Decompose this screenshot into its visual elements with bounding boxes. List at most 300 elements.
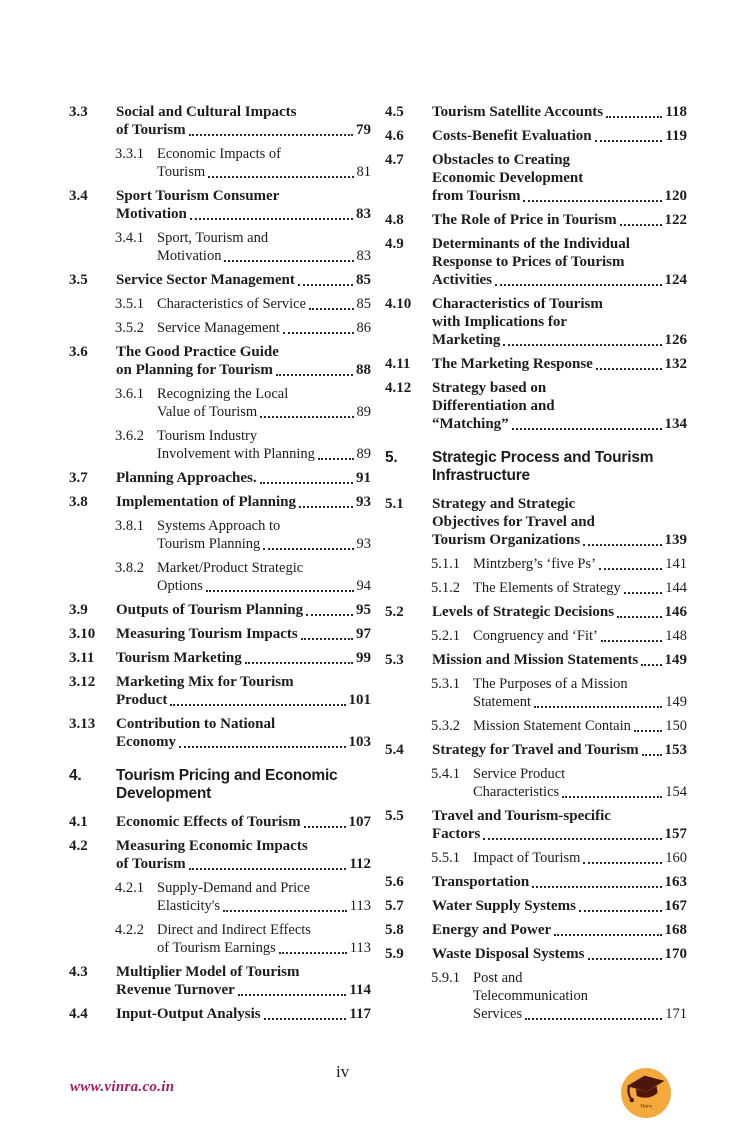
entry-title-line	[473, 555, 687, 573]
entry-title-line	[157, 939, 371, 957]
toc-entry	[385, 873, 687, 891]
dot-leader	[264, 1018, 347, 1020]
entry-title-text: Service Product	[473, 766, 566, 782]
entry-page-number: 132	[664, 356, 687, 372]
entry-title-text: Systems Approach to	[157, 518, 281, 534]
entry-title	[157, 385, 371, 421]
entry-title	[157, 295, 371, 313]
toc-entry	[385, 355, 687, 373]
entry-title-line	[432, 169, 687, 187]
entry-title	[432, 103, 687, 121]
entry-title	[157, 879, 371, 915]
entry-title-line	[157, 559, 371, 577]
entry-page-number: 113	[349, 940, 371, 956]
entry-title-line	[432, 495, 687, 513]
entry-page-number: 167	[664, 898, 687, 914]
entry-title-text: Direct and Indirect Effects	[157, 922, 311, 938]
dot-leader	[208, 176, 353, 178]
entry-title-text: Economy	[116, 734, 176, 750]
dot-leader	[525, 1018, 662, 1020]
entry-page-number: 170	[664, 946, 687, 962]
entry-title-text: Obstacles to Creating	[432, 152, 571, 168]
entry-title	[157, 517, 371, 553]
entry-title-text: Characteristics of Tourism	[432, 296, 603, 312]
entry-title-text: Tourism Organizations	[432, 532, 581, 548]
entry-title-line	[432, 741, 687, 759]
toc-entry	[69, 1005, 371, 1023]
entry-title	[432, 355, 687, 373]
entry-title-line	[432, 253, 687, 271]
dot-leader	[306, 614, 353, 616]
entry-title-line	[116, 981, 371, 999]
entry-title-text: with Implications for	[432, 314, 567, 330]
toc-entry	[385, 379, 687, 433]
dot-leader	[554, 934, 661, 936]
entry-title-line	[157, 517, 371, 535]
toc-entry	[69, 271, 371, 289]
dot-leader	[318, 458, 354, 460]
entry-title-line	[432, 151, 687, 169]
entry-title	[116, 187, 371, 223]
website-text: www.vinra.co.in	[70, 1079, 175, 1095]
entry-title-line	[116, 837, 371, 855]
entry-title	[432, 741, 687, 759]
entry-title-text: Tourism Satellite Accounts	[432, 104, 604, 120]
entry-title-line	[473, 765, 687, 783]
entry-title-line	[432, 187, 687, 205]
entry-page-number: 120	[664, 188, 687, 204]
entry-title-text: Multiplier Model of Tourism	[116, 964, 300, 980]
toc-entry	[69, 229, 371, 265]
toc-entry	[69, 145, 371, 181]
entry-title	[432, 603, 687, 621]
entry-page-number: 163	[664, 874, 687, 890]
entry-number: 3.5.1	[115, 296, 144, 312]
entry-page-number: 85	[356, 296, 371, 312]
entry-page-number: 126	[664, 332, 687, 348]
publisher-logo	[620, 1067, 672, 1119]
dot-leader	[641, 664, 661, 666]
entry-title-line	[157, 577, 371, 595]
dot-leader	[206, 590, 354, 592]
entry-title-line	[116, 715, 371, 733]
dot-leader	[301, 638, 353, 640]
entry-title	[116, 469, 371, 487]
dot-leader	[189, 134, 353, 136]
toc-entry	[385, 295, 687, 349]
entry-page-number: 141	[665, 556, 687, 572]
toc-entry	[69, 295, 371, 313]
entry-number: 3.8.2	[115, 560, 144, 576]
entry-title-line	[432, 531, 687, 549]
entry-page-number: 95	[356, 602, 371, 618]
entry-title-line	[473, 627, 687, 645]
entry-page-number: 93	[356, 494, 371, 510]
entry-number: 5.4	[385, 742, 404, 758]
entry-title-text: Strategic Process and Tourism	[432, 449, 654, 466]
entry-number: 4.8	[385, 212, 404, 228]
entry-title-line	[116, 963, 371, 981]
toc-entry	[69, 837, 371, 873]
entry-title-text: The Role of Price in Tourism	[432, 212, 617, 228]
entry-title	[116, 493, 371, 511]
entry-title-text: Service Management	[157, 320, 280, 336]
entry-number: 3.7	[69, 470, 88, 486]
entry-title	[116, 649, 371, 667]
dot-leader	[279, 952, 347, 954]
entry-title-text: Characteristics	[473, 784, 560, 800]
entry-title	[432, 897, 687, 915]
entry-number: 5.5	[385, 808, 404, 824]
entry-title-line	[116, 121, 371, 139]
entry-page-number: 85	[356, 272, 371, 288]
entry-number: 3.5	[69, 272, 88, 288]
entry-title-line	[432, 379, 687, 397]
entry-title-line	[157, 427, 371, 445]
entry-title-text: Telecommunication	[473, 988, 588, 1004]
svg-text:Vinra: Vinra	[639, 1103, 653, 1110]
entry-title-text: The Marketing Response	[432, 356, 593, 372]
entry-title-text: Involvement with Planning	[157, 446, 315, 462]
entry-number: 4.5	[385, 104, 404, 120]
toc-entry	[69, 649, 371, 667]
entry-number: 5.1.1	[431, 556, 460, 572]
entry-page-number: 81	[356, 164, 371, 180]
toc-entry	[385, 627, 687, 645]
entry-title-text: Options	[157, 578, 203, 594]
dot-leader	[483, 838, 661, 840]
entry-page-number: 148	[665, 628, 687, 644]
entry-number: 3.8	[69, 494, 88, 510]
entry-title-line	[432, 295, 687, 313]
entry-title-line	[157, 921, 371, 939]
entry-title	[432, 295, 687, 349]
entry-title-text: Differentiation and	[432, 398, 555, 414]
toc-entry	[69, 103, 371, 139]
toc-entry	[385, 765, 687, 801]
toc-entry	[69, 673, 371, 709]
entry-title-line	[432, 825, 687, 843]
entry-title	[473, 765, 687, 801]
entry-page-number: 99	[356, 650, 371, 666]
entry-title	[157, 559, 371, 595]
toc-entry	[69, 879, 371, 915]
entry-page-number: 124	[664, 272, 687, 288]
entry-page-number: 114	[349, 982, 371, 998]
dot-leader	[283, 332, 354, 334]
entry-title-text: on Planning for Tourism	[116, 362, 273, 378]
entry-page-number: 154	[665, 784, 687, 800]
entry-title-text: Characteristics of Service	[157, 296, 306, 312]
dot-leader	[579, 910, 662, 912]
entry-title	[432, 127, 687, 145]
entry-number: 4.12	[385, 380, 412, 396]
entry-title-line	[432, 449, 687, 467]
entry-title-line	[432, 211, 687, 229]
entry-title-text: Value of Tourism	[157, 404, 258, 420]
entry-title-text: Market/Product Strategic	[157, 560, 304, 576]
dot-leader	[588, 958, 662, 960]
dot-leader	[642, 754, 662, 756]
entry-title-text: of Tourism	[116, 122, 186, 138]
entry-title-line	[432, 235, 687, 253]
entry-page-number: 157	[664, 826, 687, 842]
entry-title-text: Mintzberg’s ‘five Ps’	[473, 556, 596, 572]
entry-title	[473, 717, 687, 735]
entry-page-number: 149	[664, 652, 687, 668]
dot-leader	[523, 200, 661, 202]
entry-title	[432, 921, 687, 939]
entry-number: 5.2	[385, 604, 404, 620]
entry-number: 5.9.1	[431, 970, 460, 986]
entry-title	[116, 1005, 371, 1023]
toc-entry	[385, 717, 687, 735]
entry-page-number: 112	[349, 856, 371, 872]
entry-title-line	[432, 313, 687, 331]
entry-title	[432, 945, 687, 963]
entry-title-line	[116, 205, 371, 223]
entry-title-line	[157, 403, 371, 421]
entry-title-text: Supply-Demand and Price	[157, 880, 311, 896]
entry-title-line	[473, 717, 687, 735]
entry-title-text: Marketing Mix for Tourism	[116, 674, 294, 690]
entry-number: 3.13	[69, 716, 96, 732]
entry-title	[116, 625, 371, 643]
entry-title-line	[432, 103, 687, 121]
entry-title	[116, 837, 371, 873]
dot-leader	[260, 482, 353, 484]
toc-entry	[385, 235, 687, 289]
toc-entry	[385, 127, 687, 145]
entry-title-text: from Tourism	[432, 188, 521, 204]
toc-entry	[385, 103, 687, 121]
dot-leader	[583, 544, 661, 546]
entry-title-text: Transportation	[432, 874, 530, 890]
entry-page-number: 113	[349, 898, 371, 914]
entry-title-line	[157, 385, 371, 403]
entry-title-text: Objectives for Travel and	[432, 514, 595, 530]
entry-title	[157, 319, 371, 337]
entry-page-number: 160	[665, 850, 687, 866]
entry-title	[473, 627, 687, 645]
page-number: iv	[336, 1062, 350, 1081]
dot-leader	[309, 308, 354, 310]
entry-title	[116, 767, 371, 803]
entry-title-line	[116, 673, 371, 691]
entry-number: 4.	[69, 767, 82, 784]
dot-leader	[224, 260, 353, 262]
entry-title	[116, 715, 371, 751]
toc-entry	[385, 603, 687, 621]
entry-title-line	[432, 873, 687, 891]
entry-number: 4.11	[385, 356, 411, 372]
entry-title-line	[116, 187, 371, 205]
dot-leader	[304, 826, 346, 828]
entry-number: 3.6	[69, 344, 88, 360]
entry-title-text: Social and Cultural Impacts	[116, 104, 297, 120]
toc-entry	[69, 319, 371, 337]
dot-leader	[189, 868, 347, 870]
entry-title-line	[157, 445, 371, 463]
entry-title-line	[432, 651, 687, 669]
entry-title-line	[432, 921, 687, 939]
entry-title-text: Tourism Pricing and Economic	[116, 767, 338, 784]
entry-page-number: 119	[665, 128, 687, 144]
entry-title-line	[157, 319, 371, 337]
dot-leader	[601, 640, 662, 642]
entry-title-line	[432, 807, 687, 825]
toc-entry	[69, 921, 371, 957]
entry-title-text: Strategy for Travel and Tourism	[432, 742, 639, 758]
entry-title	[432, 211, 687, 229]
entry-page-number: 79	[356, 122, 371, 138]
entry-title	[116, 343, 371, 379]
entry-title-text: Measuring Tourism Impacts	[116, 626, 298, 642]
entry-title-line	[116, 855, 371, 873]
entry-title-line	[432, 127, 687, 145]
toc-entry	[385, 495, 687, 549]
toc-entry	[385, 741, 687, 759]
entry-title-text: Product	[116, 692, 168, 708]
entry-number: 3.10	[69, 626, 96, 642]
entry-title-line	[116, 271, 371, 289]
entry-number: 5.7	[385, 898, 404, 914]
entry-title-line	[432, 513, 687, 531]
entry-title-text: Strategy based on	[432, 380, 547, 396]
entry-title-text: Tourism Planning	[157, 536, 261, 552]
entry-title-text: Tourism Marketing	[116, 650, 242, 666]
entry-title-text: Mission Statement Contain	[473, 718, 631, 734]
entry-title	[432, 151, 687, 205]
entry-number: 3.6.1	[115, 386, 144, 402]
entry-title-text: Sport, Tourism and	[157, 230, 269, 246]
dot-leader	[620, 224, 662, 226]
dot-leader	[596, 368, 662, 370]
toc-entry	[385, 807, 687, 843]
entry-title-line	[157, 897, 371, 915]
toc-entry	[385, 651, 687, 669]
entry-title	[432, 235, 687, 289]
entry-title-text: Sport Tourism Consumer	[116, 188, 280, 204]
entry-title-text: Travel and Tourism-specific	[432, 808, 611, 824]
entry-number: 4.3	[69, 964, 88, 980]
entry-title-line	[473, 693, 687, 711]
entry-number: 3.11	[69, 650, 95, 666]
toc-entry	[69, 427, 371, 463]
entry-number: 4.10	[385, 296, 412, 312]
entry-title-line	[473, 849, 687, 867]
entry-page-number: 171	[665, 1006, 687, 1022]
dot-leader	[599, 568, 662, 570]
toc-entry	[385, 921, 687, 939]
toc-entry	[385, 211, 687, 229]
entry-page-number: 134	[664, 416, 687, 432]
toc-entry	[69, 517, 371, 553]
entry-title-line	[157, 229, 371, 247]
entry-number: 5.	[385, 449, 398, 466]
entry-title-line	[432, 945, 687, 963]
entry-title-line	[116, 103, 371, 121]
entry-title-text: of Tourism	[116, 856, 186, 872]
entry-title-line	[116, 601, 371, 619]
dot-leader	[245, 662, 353, 664]
entry-title-line	[157, 247, 371, 265]
toc-entry	[385, 849, 687, 867]
entry-page-number: 97	[356, 626, 371, 642]
dot-leader	[503, 344, 661, 346]
entry-title	[473, 675, 687, 711]
entry-title-line	[432, 331, 687, 349]
entry-title-line	[116, 785, 371, 803]
dot-leader	[495, 284, 662, 286]
entry-title-text: Post and	[473, 970, 523, 986]
dot-leader	[624, 592, 662, 594]
toc-entry	[69, 963, 371, 999]
entry-page-number: 83	[356, 206, 371, 222]
entry-title	[116, 103, 371, 139]
entry-title-text: Recognizing the Local	[157, 386, 289, 402]
entry-title-text: Tourism Industry	[157, 428, 258, 444]
toc-entry	[385, 151, 687, 205]
entry-title	[473, 579, 687, 597]
entry-number: 3.8.1	[115, 518, 144, 534]
entry-title	[116, 271, 371, 289]
entry-number: 4.4	[69, 1006, 88, 1022]
entry-page-number: 103	[348, 734, 371, 750]
toc-entry	[385, 969, 687, 1023]
entry-title-line	[116, 625, 371, 643]
entry-page-number: 86	[356, 320, 371, 336]
entry-page-number: 101	[348, 692, 371, 708]
entry-title-line	[473, 675, 687, 693]
entry-title-line	[432, 603, 687, 621]
toc-entry	[69, 469, 371, 487]
entry-title-line	[473, 969, 687, 987]
entry-title-text: Planning Approaches.	[116, 470, 257, 486]
entry-number: 5.1.2	[431, 580, 460, 596]
toc-entry	[69, 813, 371, 831]
entry-number: 5.3.1	[431, 676, 460, 692]
entry-title-line	[432, 897, 687, 915]
entry-title	[473, 969, 687, 1023]
dot-leader	[562, 796, 662, 798]
entry-title-line	[473, 783, 687, 801]
toc-chapter-heading	[385, 449, 687, 485]
dot-leader	[534, 706, 662, 708]
dot-leader	[179, 746, 346, 748]
entry-title-text: Activities	[432, 272, 492, 288]
entry-number: 4.2	[69, 838, 88, 854]
entry-page-number: 146	[664, 604, 687, 620]
entry-title-text: Motivation	[157, 248, 222, 264]
entry-page-number: 89	[356, 446, 371, 462]
entry-title	[432, 449, 687, 485]
entry-page-number: 149	[665, 694, 687, 710]
dot-leader	[190, 218, 353, 220]
entry-title-text: Revenue Turnover	[116, 982, 235, 998]
toc-entry	[385, 945, 687, 963]
entry-number: 5.3	[385, 652, 404, 668]
entry-title-text: Service Sector Management	[116, 272, 295, 288]
entry-title	[116, 673, 371, 709]
entry-title-text: of Tourism Earnings	[157, 940, 276, 956]
entry-title-text: Outputs of Tourism Planning	[116, 602, 304, 618]
dot-leader	[298, 284, 353, 286]
entry-title	[157, 145, 371, 181]
entry-title-text: Tourism	[157, 164, 206, 180]
entry-title-text: Motivation	[116, 206, 187, 222]
entry-title-line	[157, 163, 371, 181]
